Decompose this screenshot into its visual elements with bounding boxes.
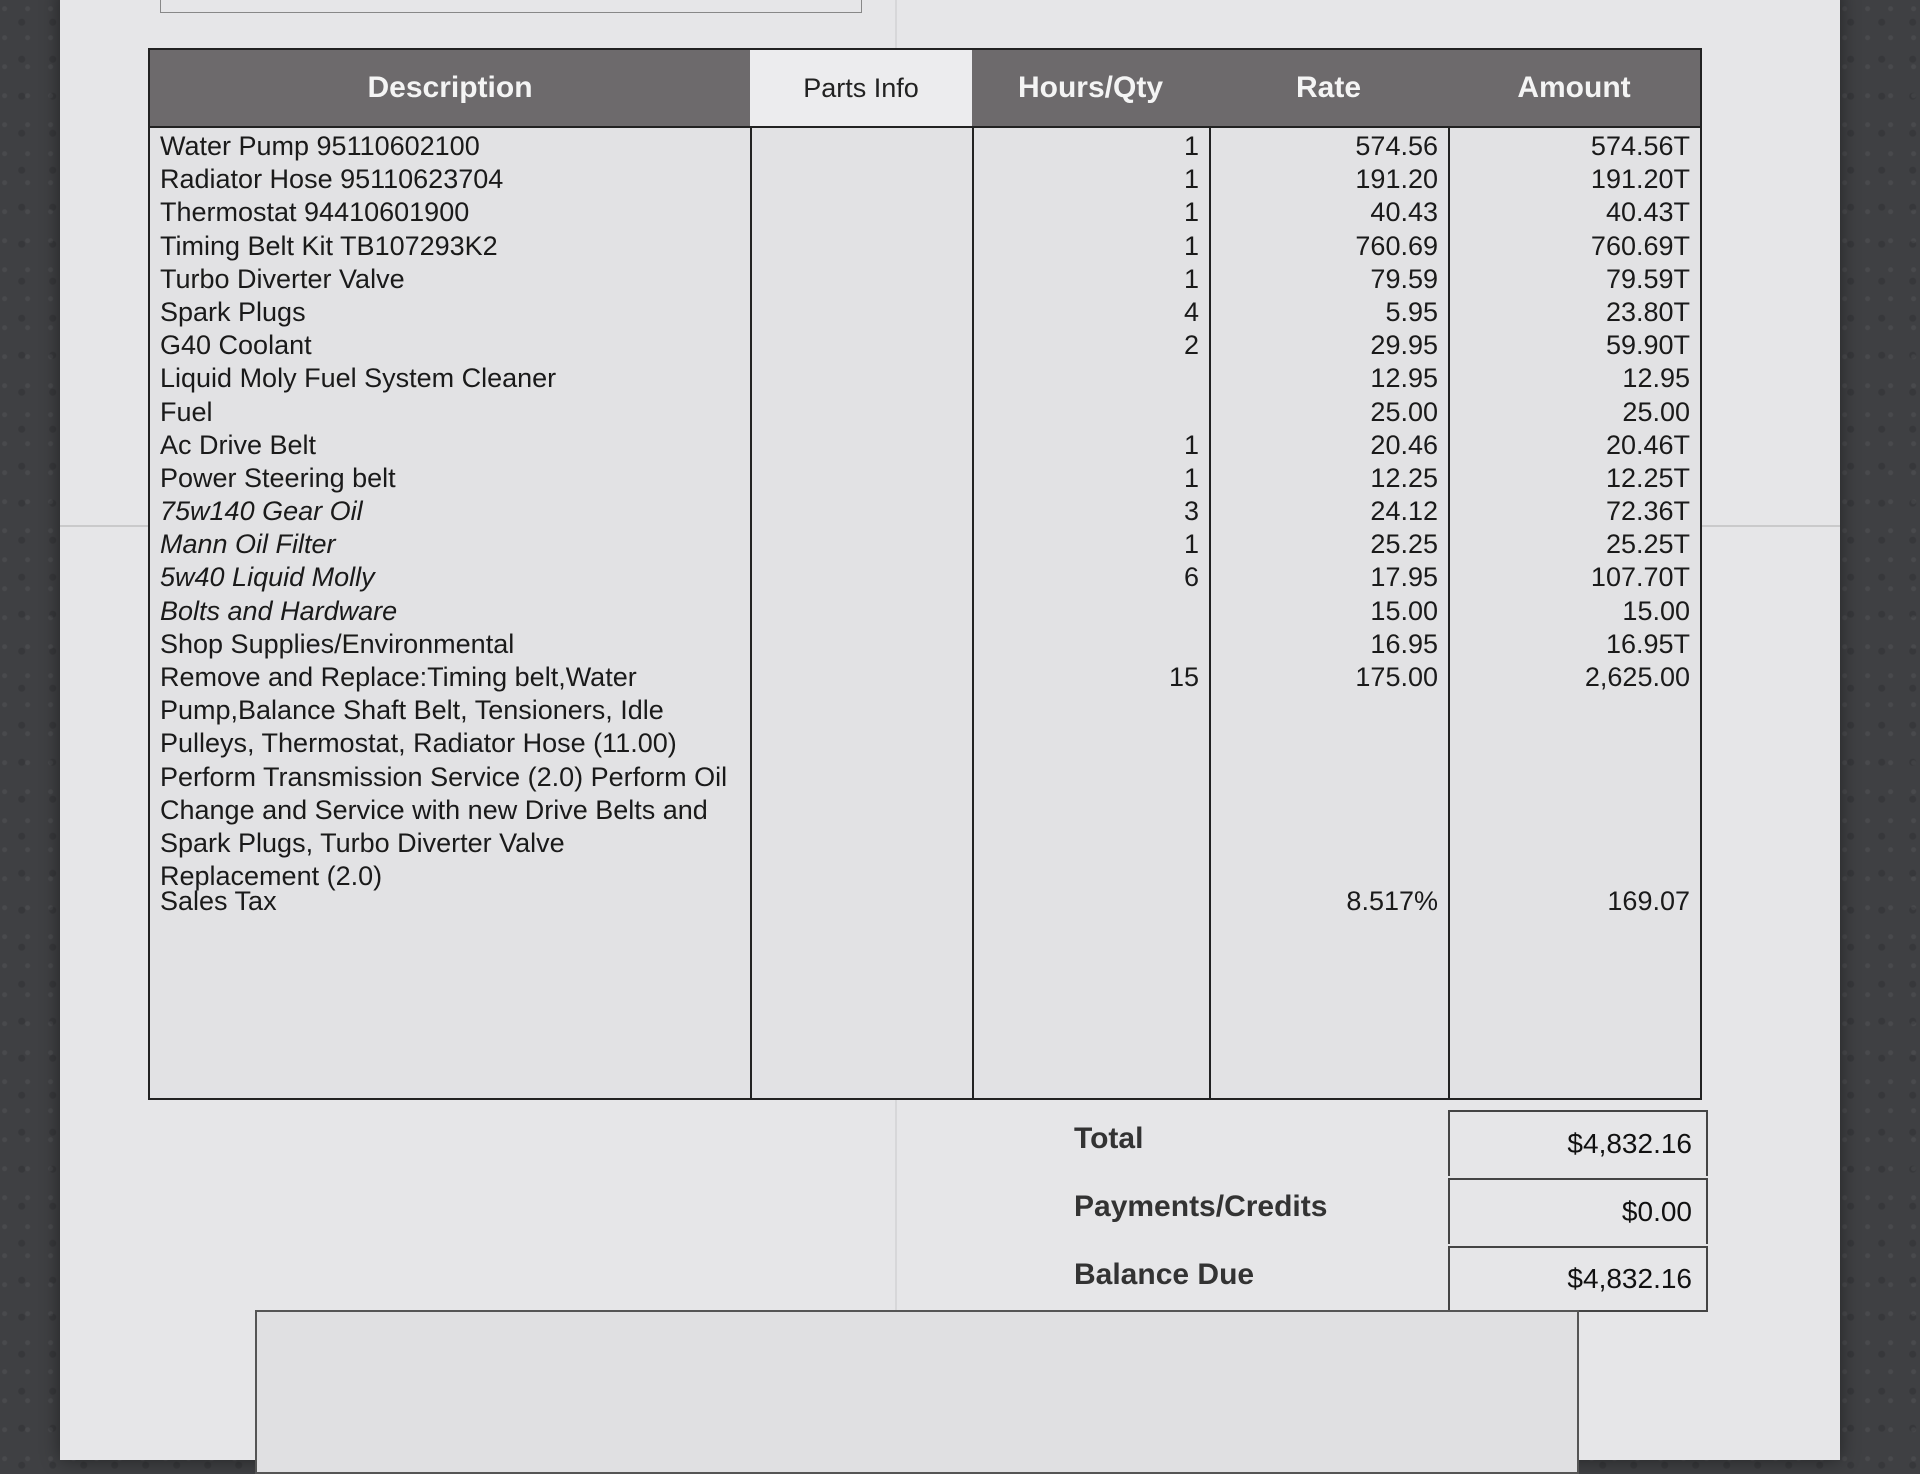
- item-description: Mann Oil Filter: [160, 529, 336, 560]
- item-amount: 12.25T: [1605, 462, 1690, 493]
- item-description: Ac Drive Belt: [160, 429, 317, 460]
- description-header: Description: [150, 50, 750, 128]
- description-rows: [150, 130, 750, 892]
- item-qty: [972, 396, 1199, 429]
- item-rate: 191.20: [1355, 164, 1438, 195]
- item-description: 5w40 Liquid Molly: [160, 562, 375, 593]
- balance-label: Balance Due: [1074, 1258, 1255, 1291]
- item-amount: 2,625.00: [1584, 662, 1690, 692]
- item-qty: 15: [1168, 662, 1199, 692]
- totals-section: [1070, 1110, 1710, 1314]
- item-amount: 59.90T: [1605, 330, 1690, 361]
- item-rate: 17.95: [1370, 562, 1438, 593]
- balance-row: [1070, 1246, 1710, 1314]
- amount-header: Amount: [1448, 50, 1700, 128]
- item-rate: 40.43: [1370, 197, 1438, 228]
- item-rate: 16.95: [1370, 628, 1438, 659]
- item-rate: 5.95: [1385, 296, 1438, 327]
- item-rate: 79.59: [1370, 263, 1438, 294]
- item-description: Thermostat 94410601900: [160, 197, 470, 228]
- qty-rows: [972, 130, 1209, 694]
- description-column: [150, 50, 752, 1098]
- item-qty: 1: [1183, 131, 1199, 161]
- parts-info-column: [750, 50, 974, 1098]
- item-amount: 15.00: [1622, 595, 1690, 626]
- item-description: Shop Supplies/Environmental: [160, 628, 515, 659]
- rate-rows: [1209, 130, 1448, 694]
- item-amount: 40.43T: [1605, 197, 1690, 228]
- item-amount: 25.25T: [1605, 529, 1690, 560]
- item-qty: 1: [1183, 429, 1199, 460]
- rate-column: [1209, 50, 1450, 1098]
- item-qty: 1: [1183, 529, 1199, 560]
- item-amount: 25.00: [1622, 396, 1690, 427]
- item-rate: 20.46: [1370, 429, 1438, 460]
- signature-box: [255, 1310, 1579, 1474]
- item-amount: 79.59T: [1605, 263, 1690, 294]
- item-qty: [972, 362, 1199, 395]
- total-value: $4,832.16: [1448, 1110, 1708, 1176]
- item-description: Remove and Replace:Timing belt,Water Pump,Balance Shaft Belt, Tensioners, Idle Pulleys, Thermostat, Radiator Hose (11.00) Perform Transmission Service (2.0) Perform Oil Change and Service with new Drive Belts and Spark Plugs, Turbo Diverter Valve Replacement (2.0): [160, 662, 728, 892]
- amount-column: [1448, 50, 1700, 1098]
- item-rate: 574.56: [1355, 131, 1438, 161]
- item-rate: 25.00: [1370, 396, 1438, 427]
- item-qty: 1: [1183, 263, 1199, 294]
- item-amount: 16.95T: [1605, 628, 1690, 659]
- item-amount: 191.20T: [1590, 164, 1690, 195]
- sales-tax-label: Sales Tax: [160, 886, 277, 916]
- sales-tax-rate: 8.517%: [1346, 886, 1438, 916]
- item-description: G40 Coolant: [160, 330, 312, 361]
- amount-rows: [1448, 130, 1700, 694]
- item-amount: 20.46T: [1605, 429, 1690, 460]
- item-rate: 760.69: [1355, 230, 1438, 261]
- total-row: [1070, 1110, 1710, 1178]
- item-amount: 107.70T: [1590, 562, 1690, 593]
- item-rate: 175.00: [1355, 662, 1438, 692]
- balance-value: $4,832.16: [1448, 1246, 1708, 1312]
- item-rate: 15.00: [1370, 595, 1438, 626]
- item-qty: 3: [1183, 496, 1199, 527]
- payments-value: $0.00: [1448, 1178, 1708, 1244]
- item-amount: 12.95: [1622, 363, 1690, 394]
- item-rate: 25.25: [1370, 529, 1438, 560]
- item-description: Liquid Moly Fuel System Cleaner: [160, 363, 557, 394]
- parts-info-header: Parts Info: [750, 50, 972, 128]
- item-rate: 29.95: [1370, 330, 1438, 361]
- item-qty: 6: [1183, 562, 1199, 593]
- item-description: Water Pump 95110602100: [160, 131, 480, 161]
- item-qty: 4: [1183, 296, 1199, 327]
- item-qty: [972, 595, 1199, 628]
- sales-tax-amount: 169.07: [1607, 886, 1690, 916]
- item-qty: 2: [1183, 330, 1199, 361]
- item-rate: 24.12: [1370, 496, 1438, 527]
- invoice-table: [148, 48, 1702, 1100]
- item-amount: 574.56T: [1590, 131, 1690, 161]
- top-header-box: [160, 0, 862, 13]
- item-qty: [972, 628, 1199, 661]
- item-description: Power Steering belt: [160, 462, 396, 493]
- hours-qty-column: [972, 50, 1211, 1098]
- item-description: Radiator Hose 95110623704: [160, 164, 504, 195]
- payments-label: Payments/Credits: [1074, 1190, 1328, 1223]
- item-qty: 1: [1183, 197, 1199, 228]
- item-amount: 72.36T: [1605, 496, 1690, 527]
- item-rate: 12.95: [1370, 363, 1438, 394]
- item-amount: 23.80T: [1605, 296, 1690, 327]
- item-description: Timing Belt Kit TB107293K2: [160, 230, 498, 261]
- item-description: Fuel: [160, 396, 213, 427]
- hours-qty-header: Hours/Qty: [972, 50, 1209, 128]
- item-description: Bolts and Hardware: [160, 595, 398, 626]
- item-amount: 760.69T: [1590, 230, 1690, 261]
- item-description: Spark Plugs: [160, 296, 306, 327]
- item-qty: 1: [1183, 462, 1199, 493]
- item-description: 75w140 Gear Oil: [160, 496, 363, 527]
- payments-row: [1070, 1178, 1710, 1246]
- item-qty: 1: [1183, 164, 1199, 195]
- rate-header: Rate: [1209, 50, 1448, 128]
- total-label: Total: [1074, 1122, 1144, 1155]
- item-description: Turbo Diverter Valve: [160, 263, 405, 294]
- item-rate: 12.25: [1370, 462, 1438, 493]
- item-qty: 1: [1183, 230, 1199, 261]
